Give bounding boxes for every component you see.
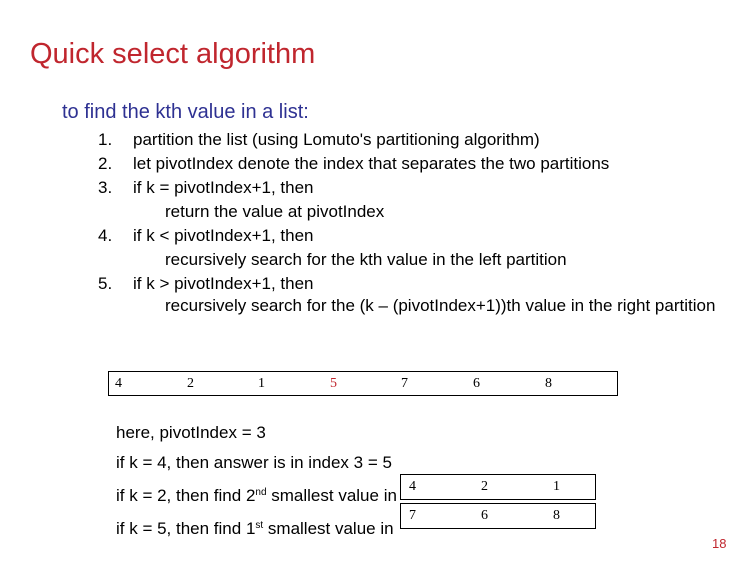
- array-cell: 6: [473, 376, 480, 391]
- array-cell: 8: [553, 508, 560, 523]
- slide-subtitle: to find the kth value in a list:: [62, 101, 309, 123]
- step-1: [98, 128, 738, 152]
- note-k5: [116, 511, 397, 544]
- step-number: 2.: [98, 154, 113, 173]
- step-text: let pivotIndex denote the index that separates the two partitions: [133, 154, 610, 173]
- algorithm-steps: [98, 128, 738, 315]
- note-k5-text-end: smallest value in: [263, 519, 394, 538]
- step-5: [98, 272, 738, 315]
- step-4: [98, 224, 738, 272]
- step-number: 5.: [98, 274, 113, 293]
- note-k4: if k = 4, then answer is in index 3 = 5: [116, 453, 392, 472]
- right-partition-box: [400, 503, 596, 529]
- ordinal-suffix: nd: [255, 487, 267, 498]
- array-box: [108, 371, 618, 396]
- array-cell: 8: [545, 376, 552, 391]
- step-2: [98, 152, 738, 176]
- example-notes: [116, 418, 397, 544]
- step-text: if k = pivotIndex+1, then: [133, 178, 314, 197]
- array-cell-pivot: 5: [330, 376, 337, 391]
- array-cell: 4: [115, 376, 122, 391]
- array-cell: 1: [258, 376, 265, 391]
- array-cell: 7: [409, 508, 416, 523]
- array-cell: 1: [553, 479, 560, 494]
- note-k2: [116, 478, 397, 511]
- array-cell: 2: [187, 376, 194, 391]
- page-number: 18: [712, 536, 727, 551]
- array-cell: 7: [401, 376, 408, 391]
- step-number: 4.: [98, 226, 113, 245]
- step-text: partition the list (using Lomuto's partitioning algorithm): [133, 130, 540, 149]
- step-number: 3.: [98, 178, 113, 197]
- array-cell: 2: [481, 479, 488, 494]
- array-cell: 6: [481, 508, 488, 523]
- note-pivot-index: here, pivotIndex = 3: [116, 423, 266, 442]
- step-text: if k < pivotIndex+1, then: [133, 226, 314, 245]
- array-cell: 4: [409, 479, 416, 494]
- step-3: [98, 176, 738, 224]
- step-continuation: recursively search for the (k – (pivotIndex+1))th value in the right partition: [165, 296, 716, 315]
- step-continuation: recursively search for the kth value in the left partition: [165, 250, 567, 269]
- ordinal-suffix: st: [255, 520, 264, 531]
- left-partition-box: [400, 474, 596, 500]
- step-number: 1.: [98, 130, 113, 149]
- step-text: if k > pivotIndex+1, then: [133, 274, 314, 293]
- note-k2-text: if k = 2, then find 2: [116, 486, 256, 505]
- note-k2-text-end: smallest value in: [266, 486, 397, 505]
- slide-title: Quick select algorithm: [30, 38, 316, 70]
- step-continuation: return the value at pivotIndex: [165, 202, 385, 221]
- note-k5-text: if k = 5, then find 1: [116, 519, 256, 538]
